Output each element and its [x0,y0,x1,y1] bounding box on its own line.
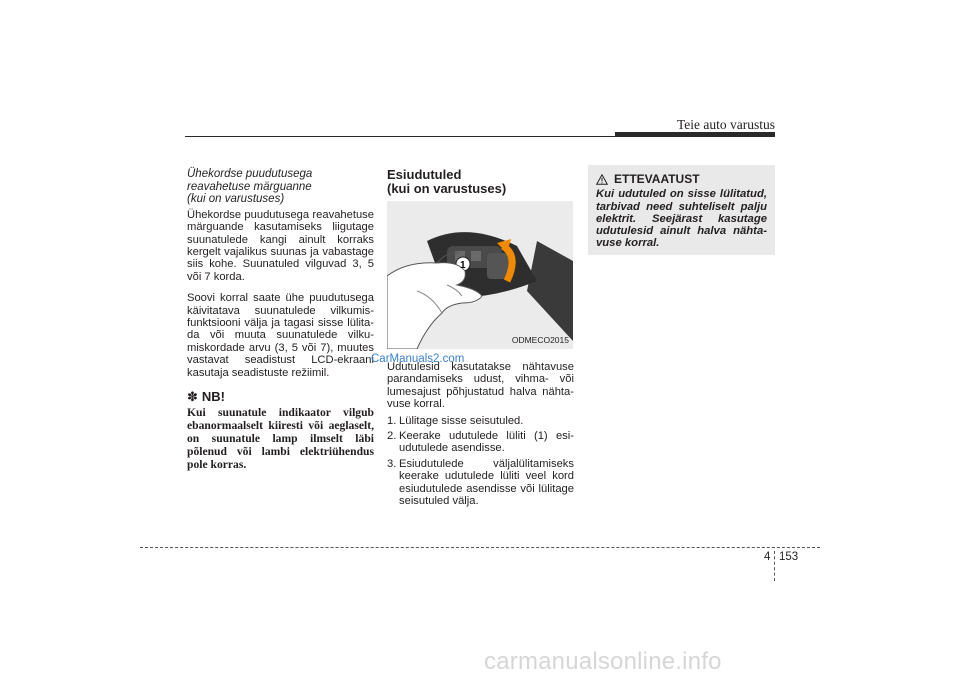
lane-change-subheading [187,168,374,206]
chapter-number: 4 [764,551,771,563]
hand-on-stalk-illustration [387,201,573,349]
step-item [387,430,574,455]
caution-heading [596,173,767,185]
subhead-line-2: reavahetuse märguanne [187,180,312,193]
caution-text: Kui udutuled on sisse lülitatud, tarbivad need suhteliselt palju elektrit. Seejärast kasutage udutulesid ainult halva nähtavuse korral. [596,188,767,250]
step-text: Lülitage sisse seisutuled. [399,414,524,427]
lane-change-paragraph-2: Soovi korral saate ühe puudutusega käivitatava suunatulede vilkumisfunktsiooni välja ja tagasi sisse lülitada või muuta suunatulede vilkumiskordade arvu (3, 5 või 7), muutes vastavat seadistust LCD-ekraani kasutaja seadistuste režiimil. [187,292,374,379]
step-text: Esiudutulede väljalülitamiseks keerake udutulede lüliti veel kord esiudutulede asendisse või lülitage seisutuled välja. [399,457,574,508]
step-text: Keerake udutulede lüliti (1) esiudutulede asendisse. [399,430,574,455]
page-number-divider [774,551,775,581]
caution-box [588,165,775,255]
footer-rule [140,547,820,548]
column-left [187,168,374,471]
column-middle [371,167,574,510]
figure-code: ODMECO2015 [511,334,569,345]
fog-light-switch-figure [371,201,573,365]
step-number: 2. [387,430,397,443]
section-header-title: Teie auto varustus [676,117,775,132]
caution-title: ETTEVAATUST [614,172,700,186]
note-text: Kui suunatule indikaator vilgub ebanormaalselt kiiresti või aeglaselt, on suunatule lamp ilmselt läbi põlenud või lambi elektriühendus pole korras. [187,406,374,472]
lane-change-paragraph-1: Ühekordse puudutusega reavahetuse märguande kasutamiseks liigutage suunatulede kangi ainult korraks kergelt vajalikus suunas ja vabastage siis kohe. Suunatuled vilguvad 3, 5 või 7 korda. [187,208,374,283]
step-item [387,415,574,427]
note-heading [187,391,374,403]
subhead-line-3: (kui on varustuses) [187,193,285,206]
fog-lights-heading [387,168,574,195]
fog-lights-subtitle: (kui on varustuses) [387,180,507,196]
note-star-icon: ✽ [187,389,198,405]
header-rule-thick [615,132,775,137]
fog-lights-intro: Udutulesid kasutatakse nähtavuse parandamiseks udust, vihma- või lumesajust põhjustatud halva nähtavuse korral. [387,361,574,411]
fog-lights-title: Esiudutuled [387,167,462,182]
note-title: NB! [201,389,226,405]
step-number: 3. [387,457,397,470]
header-rule-thin [185,136,615,137]
watermark-text: CarManuals2.com [371,352,465,365]
page-number: 153 [779,551,799,563]
step-item [387,458,574,508]
column-right [588,168,775,255]
warning-triangle-icon [596,174,608,185]
site-watermark: carmanualsonline.info [484,648,722,675]
figure-callout-1: 1 [460,260,466,271]
step-number: 1. [387,414,397,427]
subhead-line-1: Ühekordse puudutusega [187,168,313,180]
